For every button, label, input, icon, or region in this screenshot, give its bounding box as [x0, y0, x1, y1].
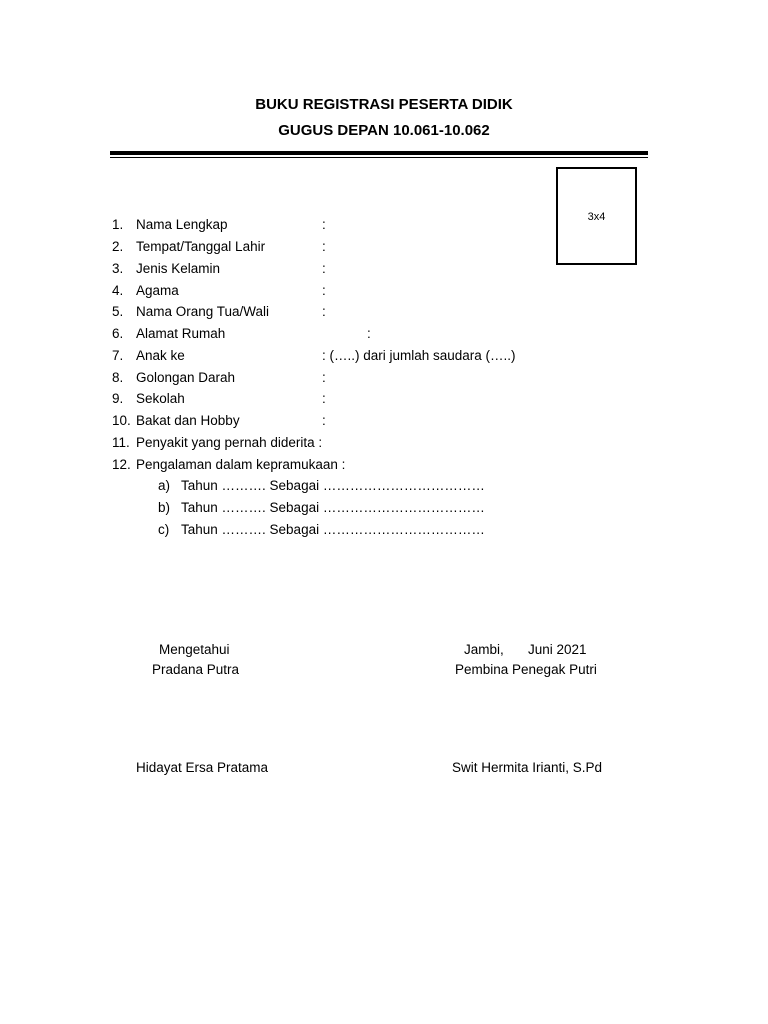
field-colon: : — [322, 370, 326, 385]
field-colon: : — [322, 304, 326, 319]
field-number: 2. — [112, 239, 124, 254]
field-colon: : (…..) dari jumlah saudara (…..) — [322, 348, 516, 363]
field-label: Nama Lengkap — [136, 217, 228, 232]
photo-size-label: 3x4 — [587, 211, 606, 223]
field-label: Anak ke — [136, 348, 185, 363]
field-label: Sekolah — [136, 391, 185, 406]
field-label: Jenis Kelamin — [136, 261, 221, 276]
field-colon: : — [322, 217, 326, 232]
experience-letter: a) — [158, 478, 171, 493]
field-label: Nama Orang Tua/Wali — [136, 304, 270, 319]
field-number: 3. — [112, 261, 124, 276]
experience-text: Tahun ………. Sebagai ……………………………… — [181, 500, 485, 515]
experience-letter: b) — [158, 500, 171, 515]
field-number: 6. — [112, 326, 124, 341]
right-signature-place: Jambi, — [464, 642, 504, 657]
field-colon: : — [322, 239, 326, 254]
field-label: Alamat Rumah — [136, 326, 226, 341]
right-signature-date: Juni 2021 — [528, 642, 587, 657]
field-number: 7. — [112, 348, 124, 363]
field-label: Bakat dan Hobby — [136, 413, 240, 428]
field-colon: : — [322, 413, 326, 428]
field-label: Penyakit yang pernah diderita : — [136, 435, 323, 450]
field-number: 11. — [112, 435, 130, 450]
field-colon: : — [322, 261, 326, 276]
left-signature-heading: Mengetahui — [159, 642, 230, 657]
field-label: Agama — [136, 283, 179, 298]
left-signature-role: Pradana Putra — [152, 662, 240, 677]
experience-text: Tahun ………. Sebagai ……………………………… — [181, 478, 485, 493]
field-number: 9. — [112, 391, 124, 406]
experience-text: Tahun ………. Sebagai ……………………………… — [181, 522, 485, 537]
field-colon: : — [322, 391, 326, 406]
field-number: 5. — [112, 304, 124, 319]
right-signature-name: Swit Hermita Irianti, S.Pd — [452, 760, 603, 775]
field-number: 8. — [112, 370, 124, 385]
document-subtitle: GUGUS DEPAN 10.061-10.062 — [278, 122, 490, 139]
document-title: BUKU REGISTRASI PESERTA DIDIK — [255, 96, 513, 113]
left-signature-name: Hidayat Ersa Pratama — [136, 760, 269, 775]
experience-letter: c) — [158, 522, 170, 537]
field-number: 1. — [112, 217, 124, 232]
photo-box — [556, 167, 637, 265]
field-colon: : — [322, 283, 326, 298]
field-number: 10. — [112, 413, 131, 428]
field-label: Pengalaman dalam kepramukaan : — [136, 457, 346, 472]
field-colon: : — [367, 326, 371, 341]
field-number: 4. — [112, 283, 124, 298]
field-label: Tempat/Tanggal Lahir — [136, 239, 266, 254]
right-signature-role: Pembina Penegak Putri — [455, 662, 597, 677]
header-divider-thin — [110, 157, 648, 158]
header-divider-thick — [110, 151, 648, 155]
field-label: Golongan Darah — [136, 370, 236, 385]
field-number: 12. — [112, 457, 131, 472]
